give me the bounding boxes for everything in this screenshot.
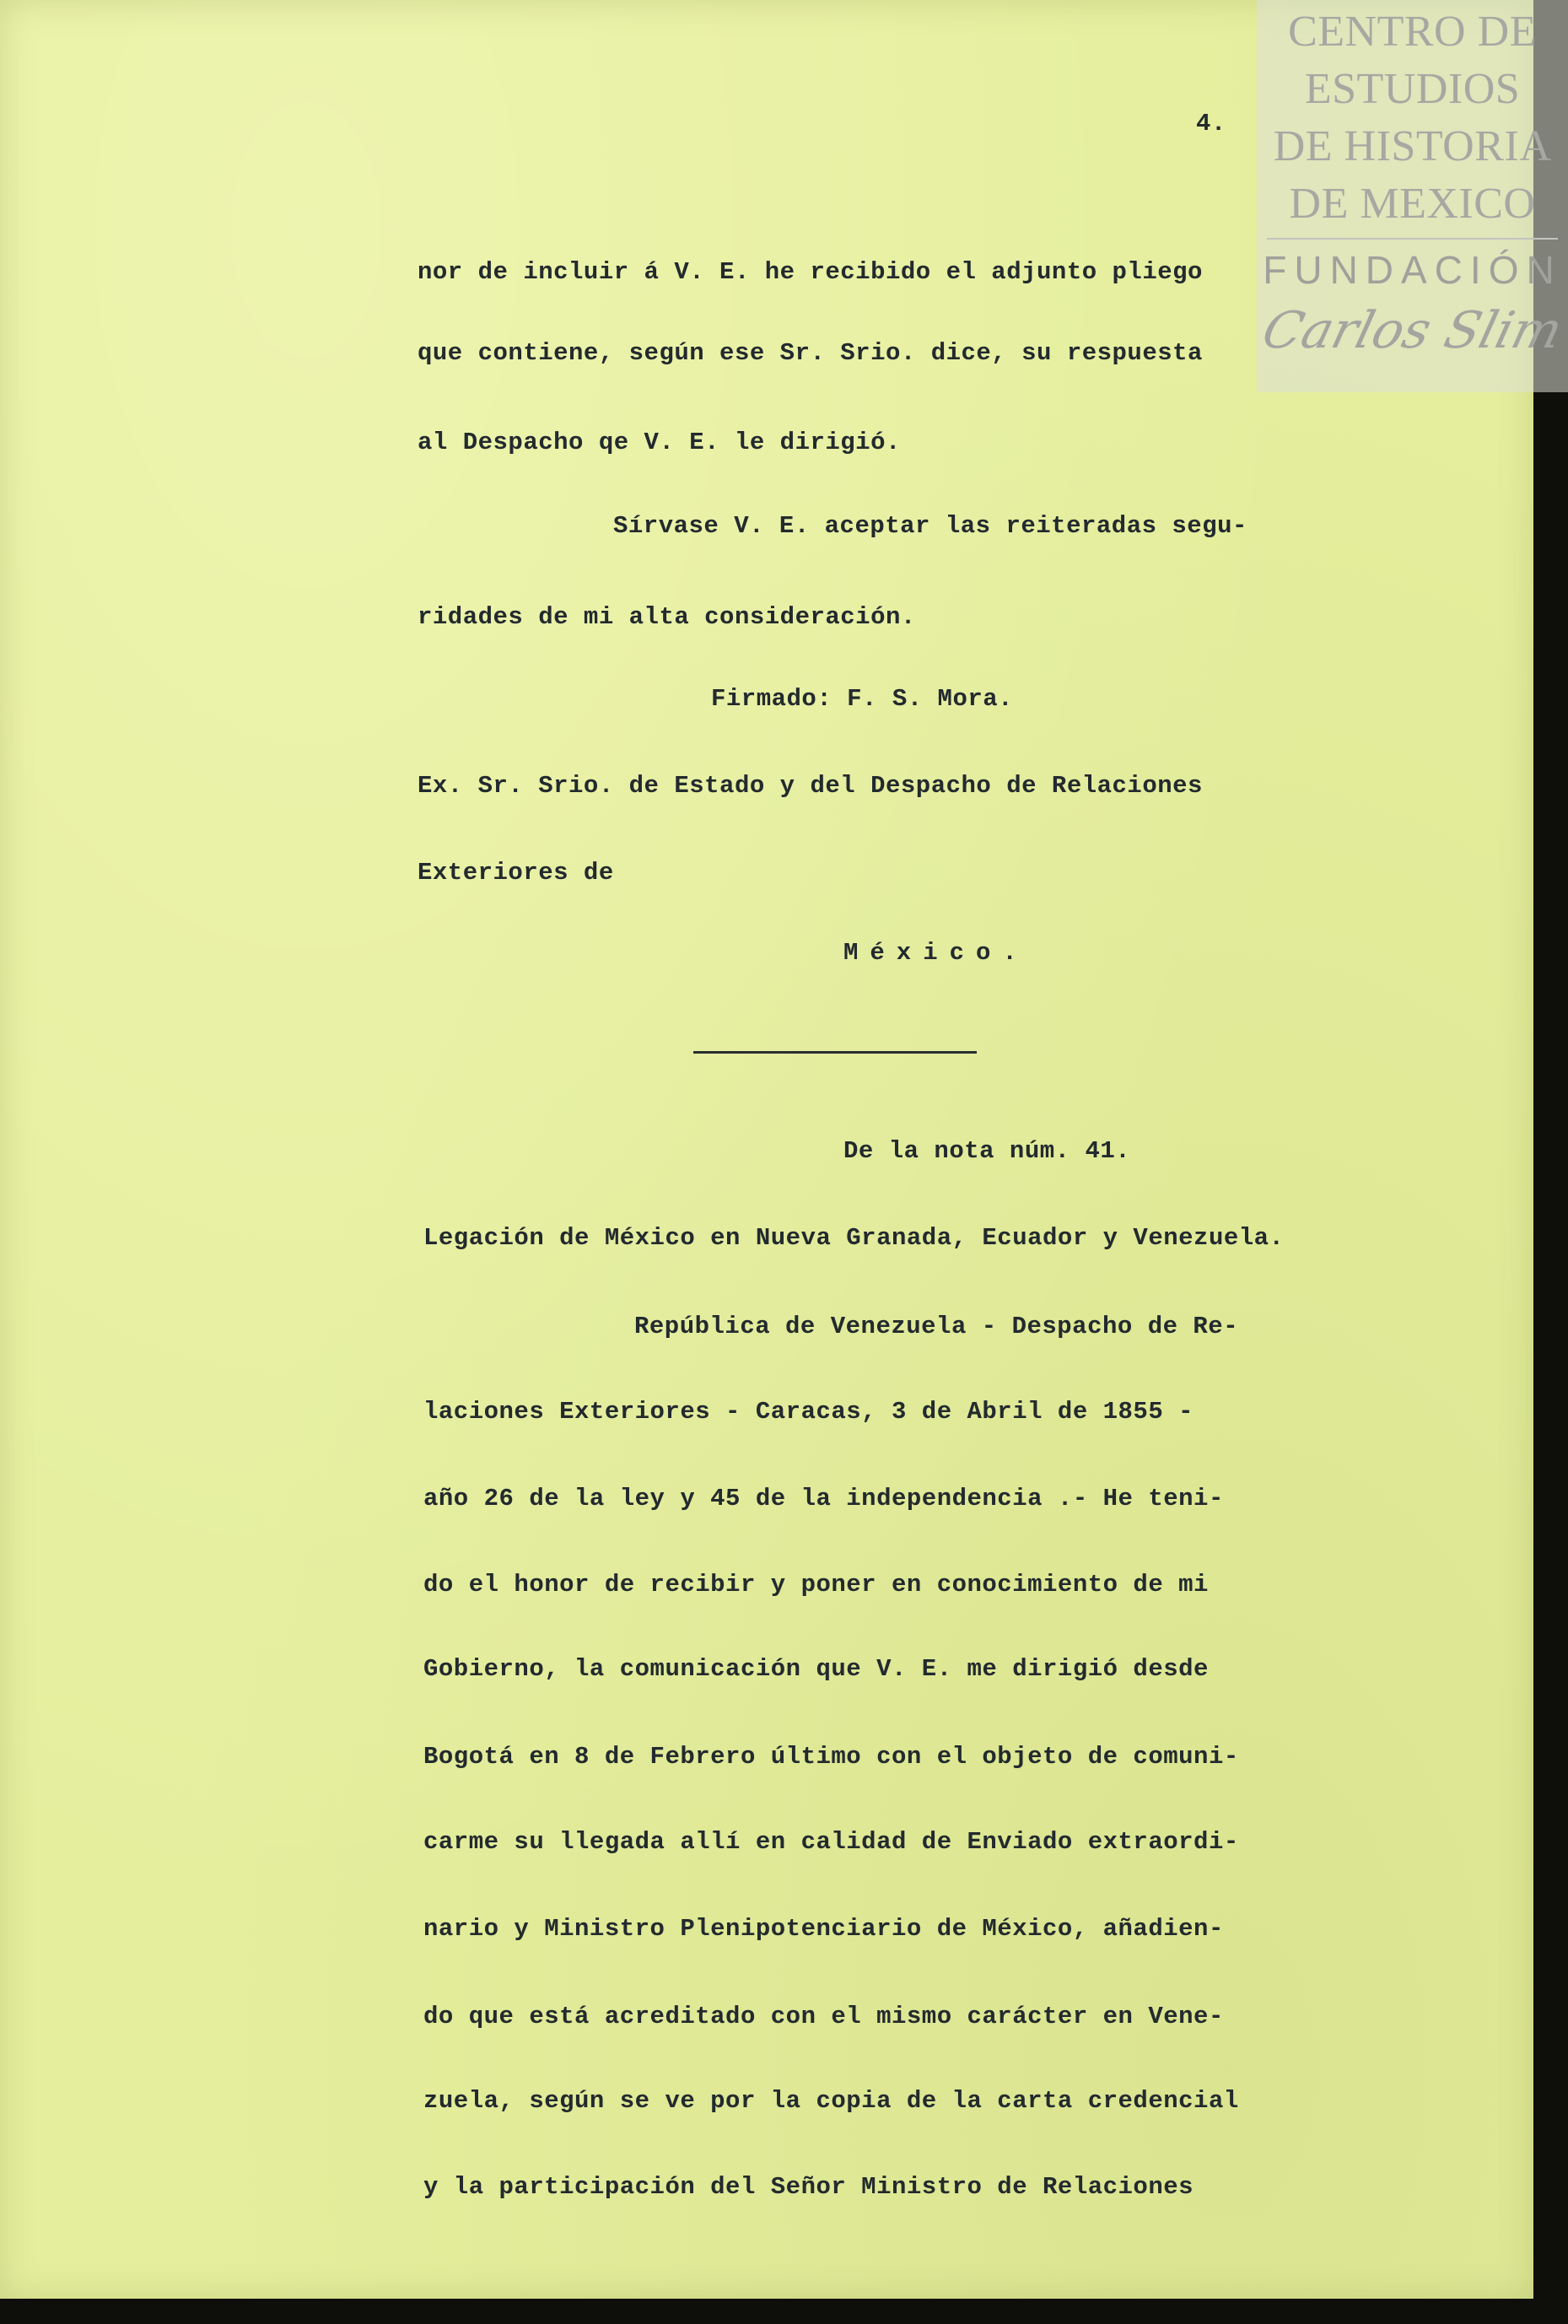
watermark-divider bbox=[1267, 238, 1558, 240]
watermark-signature: Carlos Slim bbox=[1256, 301, 1568, 360]
body-line-8: nario y Ministro Plenipotenciario de México, añadien- bbox=[423, 1915, 1224, 1943]
section-divider bbox=[693, 1051, 977, 1054]
body-line-11: y la participación del Señor Ministro de Relaciones bbox=[423, 2173, 1194, 2201]
body-line-10: zuela, según se ve por la copia de la carta credencial bbox=[423, 2087, 1239, 2115]
text-line-3: al Despacho qe V. E. le dirigió. bbox=[418, 429, 901, 456]
body-line-6: Bogotá en 8 de Febrero último con el objeto de comuni- bbox=[423, 1743, 1239, 1771]
text-line-2: que contiene, según ese Sr. Srio. dice, su respuesta bbox=[418, 339, 1203, 367]
addressee-country: México. bbox=[843, 939, 1029, 967]
watermark-line-3: DE HISTORIA bbox=[1273, 122, 1552, 170]
body-line-1: República de Venezuela - Despacho de Re- bbox=[634, 1313, 1239, 1340]
closing-line-1: Sírvase V. E. aceptar las reiteradas segu- bbox=[613, 512, 1247, 540]
body-line-2: laciones Exteriores - Caracas, 3 de Abril de 1855 - bbox=[423, 1398, 1194, 1426]
page-number: 4. bbox=[1196, 110, 1226, 137]
watermark-foundation: FUNDACIÓN bbox=[1263, 248, 1562, 292]
body-line-5: Gobierno, la comunicación que V. E. me dirigió desde bbox=[423, 1655, 1209, 1683]
legation-line: Legación de México en Nueva Granada, Ecuador y Venezuela. bbox=[423, 1224, 1285, 1252]
note-heading: De la nota núm. 41. bbox=[843, 1137, 1131, 1165]
addressee-line-2: Exteriores de bbox=[418, 859, 614, 887]
watermark-line-4: DE MEXICO bbox=[1289, 180, 1536, 228]
body-line-7: carme su llegada allí en calidad de Enviado extraordi- bbox=[423, 1828, 1239, 1856]
text-line-1: nor de incluir á V. E. he recibido el adjunto pliego bbox=[418, 258, 1203, 286]
signature-line: Firmado: F. S. Mora. bbox=[711, 685, 1014, 713]
archive-watermark bbox=[1257, 0, 1568, 392]
addressee-line-1: Ex. Sr. Srio. de Estado y del Despacho de Relaciones bbox=[418, 772, 1203, 800]
watermark-line-2: ESTUDIOS bbox=[1304, 65, 1521, 113]
closing-line-2: ridades de mi alta consideración. bbox=[418, 603, 916, 631]
body-line-4: do el honor de recibir y poner en conocimiento de mi bbox=[423, 1571, 1209, 1599]
watermark-line-1: CENTRO DE bbox=[1288, 8, 1537, 56]
body-line-3: año 26 de la ley y 45 de la independencia .- He teni- bbox=[423, 1485, 1224, 1512]
body-line-9: do que está acreditado con el mismo carácter en Vene- bbox=[423, 2003, 1224, 2030]
